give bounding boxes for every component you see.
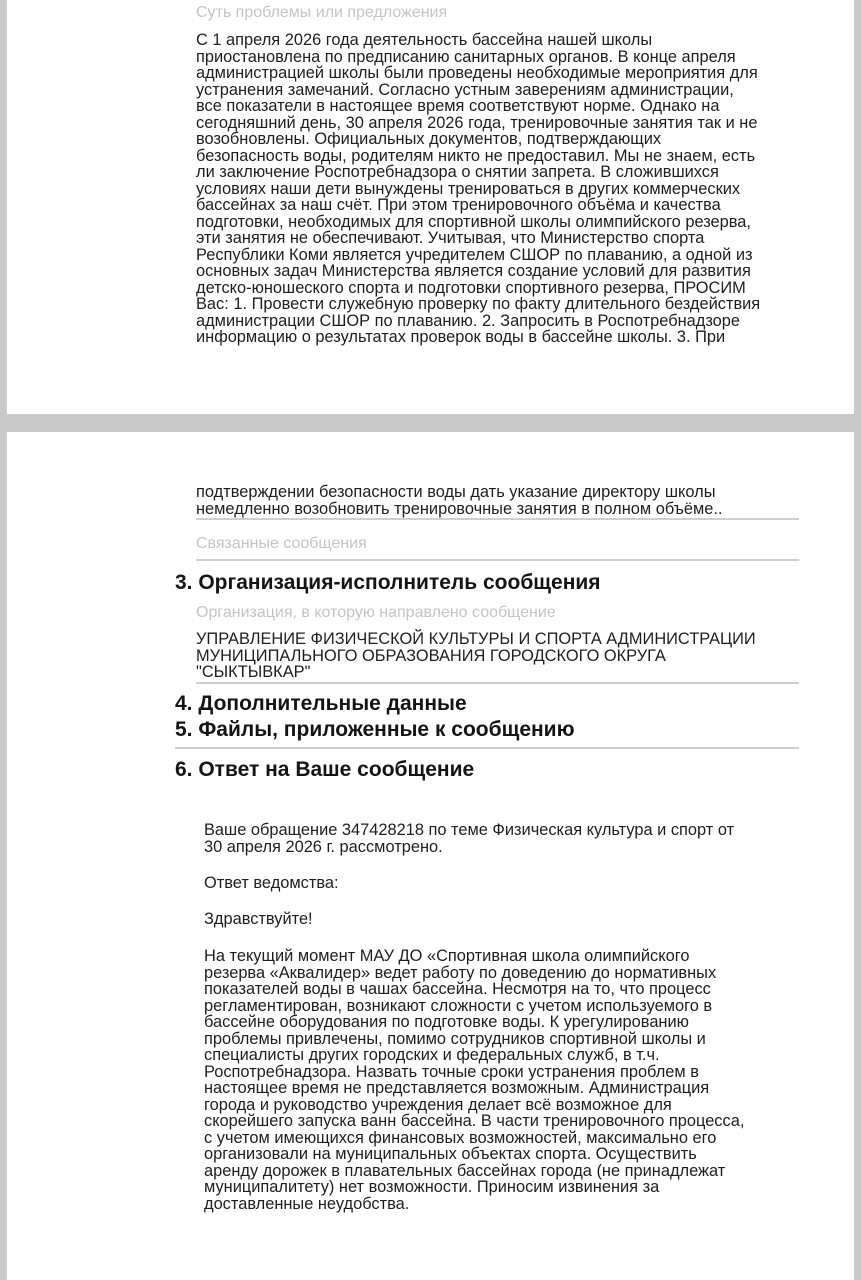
problem-text-line: эти занятия не обеспечивают. Учитывая, что Министерство спорта [196,229,705,247]
problem-text-line: устранения замечаний. Согласно устным заверениям администрации, [196,80,734,99]
section-4-title: 4. Дополнительные данные [175,692,467,715]
problem-text-line: администрации СШОР по плаванию. 2. Запросить в Роспотребнадзоре [196,311,741,330]
response-body-line: бассейне оборудования по подготовке воды. К урегулированию [204,1013,689,1031]
document-page-2 [7,432,854,1280]
divider [196,518,799,520]
problem-text-line: бассейнах за наш счёт. При этом тренировочного объёма и качества [196,196,721,214]
response-body-line: регламентирован, возникают сложности с учетом используемого в [204,996,713,1015]
response-body-line: аренду дорожек в плавательных бассейнах города (не принадлежат [204,1161,726,1180]
problem-text-line: администрацией школы были проведены необходимые мероприятия для [196,64,758,82]
problem-text-line: возобновлены. Официальных документов, подтверждающих [196,130,662,148]
problem-text-line: основных задач Министерства является создание условий для развития [196,262,751,280]
organization-label: Организация, в которую направлено сообщение [196,604,556,621]
document-page-1 [7,0,854,414]
response-body-line: специалисты других городских и федеральных служб, в т.ч. [204,1046,660,1064]
divider [196,559,799,561]
problem-text-line: Вас: 1. Провести служебную проверку по факту длительного бездействия [196,295,761,313]
response-intro-line: Ваше обращение 347428218 по теме Физическая культура и спорт от [204,821,735,839]
divider [175,747,799,749]
response-body-line: доставленные неудобства. [204,1194,410,1213]
response-body-line: муниципалитету) нет возможности. Приносим извинения за [204,1178,660,1196]
response-intro [204,822,804,855]
problem-text-line: все показатели в настоящее время соответствуют норме. Однако на [196,97,720,115]
response-body-line: скорейшего запуска ванн бассейна. В части тренировочного процесса, [204,1112,745,1130]
response-body-line: организовали на муниципальных объектах спорта. Осуществить [204,1145,697,1163]
problem-text-line: сегодняшний день, 30 апреля 2026 года, тренировочные занятия так и не [196,113,758,132]
problem-text-line: подготовки, необходимых для спортивной школы олимпийского резерва, [196,212,751,231]
response-intro-line: 30 апреля 2026 г. рассмотрено. [204,837,443,856]
problem-text-line: ли заключение Роспотребнадзора о снятии запрета. В сложившихся [196,163,719,181]
organization-name-line: "СЫКТЫВКАР" [196,663,311,681]
section-6-title: 6. Ответ на Ваше сообщение [175,758,475,781]
response-body-line: резерва «Аквалидер» ведет работу по доведению до нормативных [204,963,717,982]
problem-text-line: подтверждении безопасности воды дать указание директору школы [196,483,716,501]
response-body-line: с учетом имеющихся финансовых возможностей, максимально его [204,1128,717,1147]
section-5-title: 5. Файлы, приложенные к сообщению [175,718,575,741]
organization-name-line: МУНИЦИПАЛЬНОГО ОБРАЗОВАНИЯ ГОРОДСКОГО ОКРУГА [196,646,666,665]
response-body-line: На текущий момент МАУ ДО «Спортивная школа олимпийского [204,947,690,965]
organization-name [196,631,826,681]
section-3-title: 3. Организация-исполнитель сообщения [175,571,601,594]
divider [196,682,799,684]
response-body-line: города и руководство учреждения делает всё возможное для [204,1095,672,1114]
organization-name-line: УПРАВЛЕНИЕ ФИЗИЧЕСКОЙ КУЛЬТУРЫ И СПОРТА АДМИНИСТРАЦИИ [196,630,756,648]
response-body-line: настоящее время не представляется возможным. Администрация [204,1079,710,1097]
problem-text-line: немедленно возобновить тренировочные занятия в полном объёме.. [196,499,723,518]
response-department: Ответ ведомства: [204,874,339,892]
problem-text-line: С 1 апреля 2026 года деятельность бассейна нашей школы [196,31,653,49]
related-messages-label: Связанные сообщения [196,535,367,552]
response-body [204,948,804,1212]
problem-text-continued [196,484,806,517]
response-body-line: показателей воды в чашах бассейна. Несмотря на то, что процесс [204,980,711,998]
response-body-line: проблемы привлечены, помимо сотрудников спортивной школы и [204,1029,706,1048]
problem-text-line: условиях наши дети вынуждены тренироваться в других коммерческих [196,179,741,198]
problem-text-line: информацию о результатах проверок воды в бассейне школы. 3. При [196,328,726,346]
response-body-line: Роспотребнадзора. Назвать точные сроки устранения проблем в [204,1062,699,1081]
problem-label: Суть проблемы или предложения [196,4,448,21]
problem-text-line: безопасность воды, родителям никто не предоставил. Мы не знаем, есть [196,146,756,165]
problem-text [196,32,806,346]
problem-text-line: детско-юношеского спорта и подготовки спортивного резерва, ПРОСИМ [196,278,746,297]
problem-text-line: приостановлена по предписанию санитарных органов. В конце апреля [196,47,736,66]
response-greeting: Здравствуйте! [204,910,313,928]
problem-text-line: Республики Коми является учредителем СШОР по плаванию, а одной из [196,245,753,264]
